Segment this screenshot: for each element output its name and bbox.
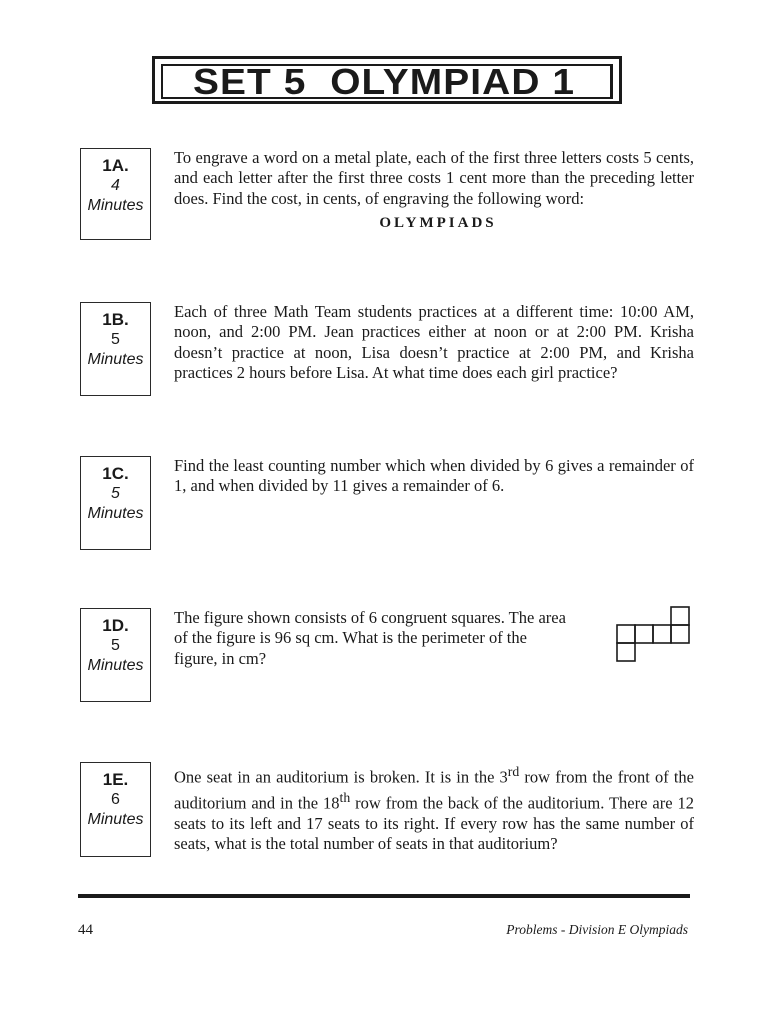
problem-label: 1E. [102, 770, 129, 789]
minutes-unit: Minutes [87, 505, 144, 522]
word-to-engrave: OLYMPIADS [379, 215, 497, 232]
ordinal-suffix: th [339, 789, 351, 805]
problem-text [174, 762, 694, 855]
footer-rule [78, 894, 690, 898]
problem-statement: The figure shown consists of 6 congruent squares. The area of the figure is 96 sq cm. What is the perimeter of the figure, in cm? [174, 608, 566, 668]
minutes-unit: Minutes [87, 197, 144, 214]
statement-part: row from the back of the auditorium. There are 12 seats to its left and 17 seats to its right. If every row has the same number of seats, what is the total number of seats in that auditorium? [174, 793, 694, 854]
set-title-box [152, 56, 622, 104]
statement-part: row from the front of the auditorium and in the 18 [174, 767, 694, 813]
minutes-value: 5 [111, 485, 120, 502]
problem-label: 1B. [102, 310, 129, 329]
minutes-value: 5 [111, 637, 120, 654]
time-box-1a [80, 148, 151, 240]
problem-statement: Each of three Math Team students practices at a different time: 10:00 AM, noon, and 2:00 PM. Jean practices either at noon or at 2:00 PM. Krisha doesn’t practice at noon, Lisa doesn’t practice at 2:00 PM, and Krisha practices 2 hours before Lisa. At what time does each girl practice? [174, 302, 694, 383]
ordinal-suffix: rd [507, 764, 520, 779]
minutes-value: 6 [111, 791, 120, 808]
problem-text [174, 456, 694, 497]
minutes-unit: Minutes [87, 811, 144, 828]
square [617, 625, 635, 643]
time-box-1c [80, 456, 151, 550]
set-title: SET 5 OLYMPIAD 1 [193, 60, 576, 102]
time-box-1e [80, 762, 151, 857]
square [635, 625, 653, 643]
square [617, 643, 635, 661]
time-box-1b [80, 302, 151, 396]
minutes-unit: Minutes [87, 657, 144, 674]
problem-text [174, 148, 694, 234]
page-number: 44 [78, 922, 93, 938]
problem-statement [174, 762, 694, 855]
six-squares-figure [614, 606, 694, 666]
minutes-value: 5 [111, 331, 120, 348]
time-box-1d [80, 608, 151, 702]
problem-statement: To engrave a word on a metal plate, each of the first three letters costs 5 cents, and each letter after the first three costs 1 cent more than the preceding letter does. Find the cost, in cents, of engraving the following word: [174, 148, 694, 208]
minutes-value: 4 [111, 177, 120, 194]
problem-label: 1C. [102, 464, 129, 483]
statement-part: One seat in an auditorium is broken. It is in the 3 [174, 767, 508, 787]
square [653, 625, 671, 643]
square [671, 607, 689, 625]
minutes-unit: Minutes [87, 351, 144, 368]
problem-label: 1A. [102, 156, 129, 175]
set-title-inner-frame [161, 60, 613, 102]
problem-label: 1D. [102, 616, 129, 635]
problem-statement: Find the least counting number which when divided by 6 gives a remainder of 1, and when divided by 11 gives a remainder of 6. [174, 456, 694, 496]
problem-text [174, 608, 574, 669]
problem-text [174, 302, 694, 384]
square [671, 625, 689, 643]
footer-section-title: Problems - Division E Olympiads [506, 922, 688, 937]
